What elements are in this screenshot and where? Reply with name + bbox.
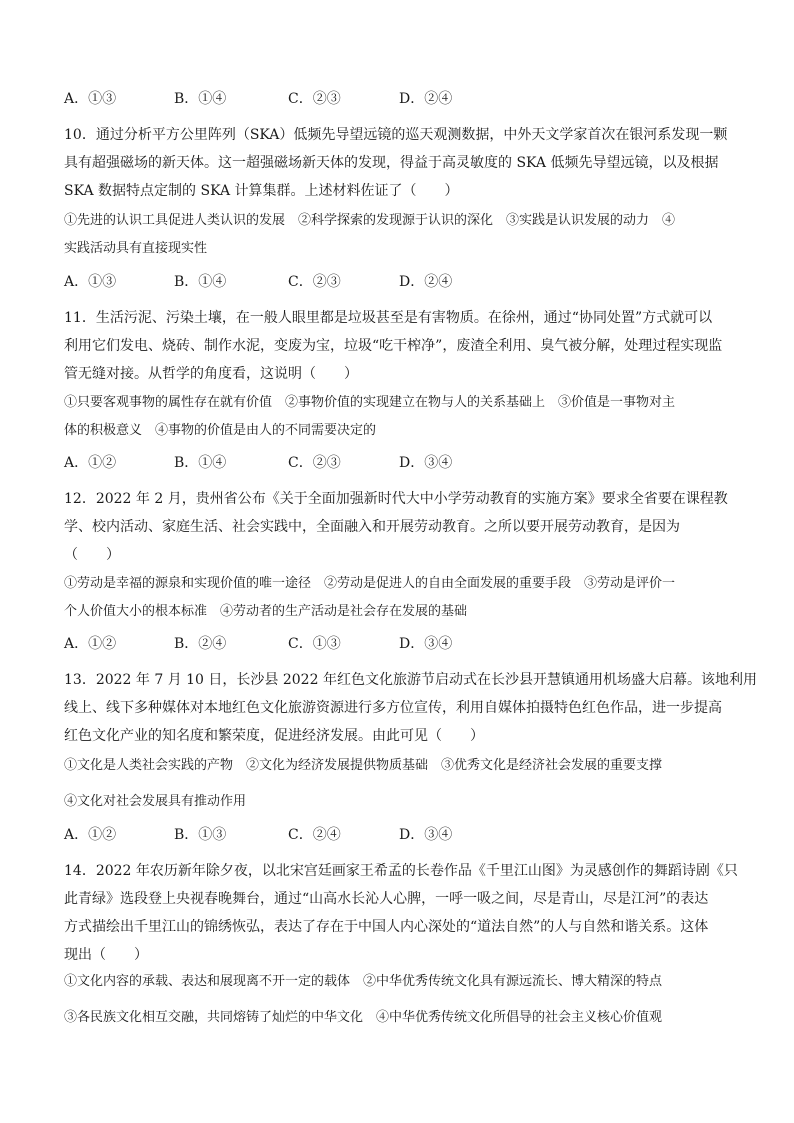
question-14-stem: 14．2022 年农历新年除夕夜，以北宋宫廷画家王希孟的长卷作品《千里江山图》为灵感创作的舞蹈诗剧《只 此青绿》选段登上央视春晚舞台，通过“山高水长沁人心脾，一呼一吸之间，尽是青山，尽是江河”的表达 方式描绘出千里江山的锦绣恢弘，表达了存在于中国人内心深处的“道法自然”的人与自然和谐关系。这体 现出（ ） <box>64 863 738 963</box>
question-14-choices: ①文化内容的承载、表达和展现离不开一定的载体 ②中华优秀传统文化具有源远流长、博大精深的特点 ③各民族文化相互交融，共同熔铸了灿烂的中华文化 ④中华优秀传统文化所倡导的社会主义核心价值观 <box>64 974 663 1025</box>
question-13-stem: 13．2022 年 7 月 10 日，长沙县 2022 年红色文化旅游节启动式在长沙县开慧镇通用机场盛大启幕。该地利用 线上、线下多种媒体对本地红色文化旅游资源进行多方位宣传，利用自媒体拍摄特色红色作品，进一步提高 红色文化产业的知名度和繁荣度，促进经济发展。由此可见（ ） <box>64 672 757 744</box>
question-12-options <box>64 633 744 655</box>
question-12-stem: 12．2022 年 2 月，贵州省公布《关于全面加强新时代大中小学劳动教育的实施方案》要求全省要在课程教 学、校内活动、家庭生活、社会实践中，全面融入和开展劳动教育。之所以要开展劳动教育，是因为 （ ） <box>64 491 728 563</box>
option-c: C．①③ <box>288 636 341 652</box>
q9-options <box>64 88 744 110</box>
option-b: B．①④ <box>174 455 227 471</box>
option-b: B．①④ <box>174 274 227 290</box>
option-a: A．①② <box>64 455 117 471</box>
question-10-stem: 10．通过分析平方公里阵列（SKA）低频先导望远镜的巡天观测数据，中外天文学家首次在银河系发现一颗 具有超强磁场的新天体。这一超强磁场新天体的发现，得益于高灵敏度的 SKA 低频先导望远镜，以及根据 SKA 数据特点定制的 SKA 计算集群。上述材料佐证了（ ） <box>64 127 728 199</box>
question-11-stem: 11．生活污泥、污染土壤，在一般人眼里都是垃圾甚至是有害物质。在徐州，通过“协同处置”方式就可以 利用它们发电、烧砖、制作水泥，变废为宝，垃圾“吃干榨净”，废渣全利用、臭气被分解，处理过程实现监 管无缝对接。从哲学的角度看，这说明（ ） <box>64 310 723 382</box>
question-10-options <box>64 271 744 293</box>
option-a: A．①② <box>64 636 117 652</box>
question-11-choices: ①只要客观事物的属性存在就有价值 ②事物价值的实现建立在物与人的关系基础上 ③价值是一事物对主 体的积极意义 ④事物的价值是由人的不同需要决定的 <box>64 395 676 438</box>
question-13-options <box>64 824 744 846</box>
option-c: C．②③ <box>288 91 341 107</box>
option-c: C．②③ <box>288 455 341 471</box>
option-d: D．②④ <box>399 91 453 107</box>
option-c: C．②④ <box>288 827 341 843</box>
option-a: A．①③ <box>64 274 117 290</box>
option-a: A．①② <box>64 827 117 843</box>
option-d: D．②④ <box>399 274 453 290</box>
option-d: D．③④ <box>399 455 453 471</box>
option-b: B．①④ <box>174 91 227 107</box>
question-10-choices: ①先进的认识工具促进人类认识的发展 ②科学探索的发现源于认识的深化 ③实践是认识发展的动力 ④ 实践活动具有直接现实性 <box>64 213 676 256</box>
option-b: B．②④ <box>174 636 227 652</box>
option-b: B．①③ <box>174 827 227 843</box>
option-d: D．③④ <box>399 636 453 652</box>
question-12-choices: ①劳动是幸福的源泉和实现价值的唯一途径 ②劳动是促进人的自由全面发展的重要手段 ③劳动是评价一 个人价值大小的根本标准 ④劳动者的生产活动是社会存在发展的基础 <box>64 576 676 619</box>
option-c: C．②③ <box>288 274 341 290</box>
question-13-choices: ①文化是人类社会实践的产物 ②文化为经济发展提供物质基础 ③优秀文化是经济社会发展的重要支撑 ④文化对社会发展具有推动作用 <box>64 758 663 809</box>
question-11-options <box>64 452 744 474</box>
option-a: A．①③ <box>64 91 117 107</box>
option-d: D．③④ <box>399 827 453 843</box>
